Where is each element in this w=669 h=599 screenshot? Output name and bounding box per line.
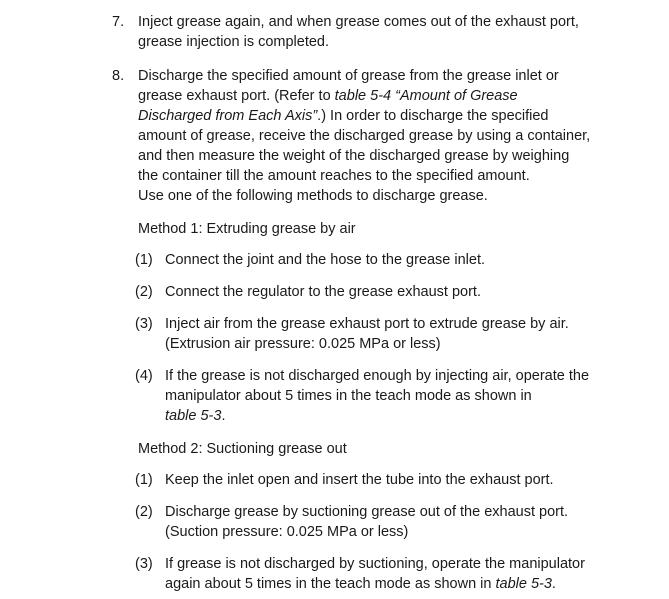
item-text-line: Connect the regulator to the grease exhaust port. [165,284,481,300]
table-reference: table 5-3 [495,576,552,592]
table-reference: table 5-3 [165,408,222,424]
step-number: 7. [112,14,125,30]
item-text-line: (Suction pressure: 0.025 MPa or less) [165,524,409,540]
step-number: 8. [112,68,125,84]
item-number: (2) [135,504,153,520]
step-text-line: and then measure the weight of the discharged grease by weighing [138,148,570,164]
method-1-heading: Method 1: Extruding grease by air [138,221,356,237]
text-span: grease exhaust port. (Refer to [138,88,335,104]
item-text-line: Discharge grease by suctioning grease out of the exhaust port. [165,504,569,520]
item-number: (1) [135,472,153,488]
method-1-item-3 [135,314,635,354]
method-1-item-1 [135,250,635,270]
step-text-line: grease injection is completed. [138,34,330,50]
step-text-line [138,106,632,126]
item-number: (1) [135,252,153,268]
item-number: (3) [135,556,153,572]
text-span: . [221,408,226,424]
step-text-line: Use one of the following methods to discharge grease. [138,188,488,204]
method-1-item-4 [135,366,635,426]
step-text-line: amount of grease, receive the discharged grease by using a container, [138,128,591,144]
item-number: (3) [135,316,153,332]
method-2-item-3 [135,554,635,594]
text-span: again about 5 times in the teach mode as shown in [165,576,496,592]
method-2-heading: Method 2: Suctioning grease out [138,441,347,457]
item-text-line: manipulator about 5 times in the teach mode as shown in [165,388,532,404]
method-2-item-2 [135,502,635,542]
method-2-item-1 [135,470,635,490]
step-text-line: Discharge the specified amount of grease from the grease inlet or [138,68,559,84]
method-1-item-2 [135,282,635,302]
item-text-line: Keep the inlet open and insert the tube into the exhaust port. [165,472,554,488]
step-text-line: Inject grease again, and when grease comes out of the exhaust port, [138,14,579,30]
step-text-line [138,86,632,106]
item-number: (4) [135,368,153,384]
text-span: .) In order to discharge the specified [317,108,549,124]
item-text-line: If the grease is not discharged enough by injecting air, operate the [165,368,590,384]
step-8 [112,66,632,206]
item-text-line: If grease is not discharged by suctioning, operate the manipulator [165,556,585,572]
item-text-line [165,574,635,594]
item-text-line [165,406,635,426]
item-number: (2) [135,284,153,300]
step-text-line: the container till the amount reaches to the specified amount. [138,168,530,184]
table-reference: Discharged from Each Axis” [138,108,318,124]
item-text-line: (Extrusion air pressure: 0.025 MPa or less) [165,336,441,352]
item-text-line: Connect the joint and the hose to the grease inlet. [165,252,486,268]
item-text-line: Inject air from the grease exhaust port to extrude grease by air. [165,316,569,332]
step-7 [112,12,632,52]
table-reference: table 5-4 “Amount of Grease [334,88,518,104]
text-span: . [551,576,556,592]
